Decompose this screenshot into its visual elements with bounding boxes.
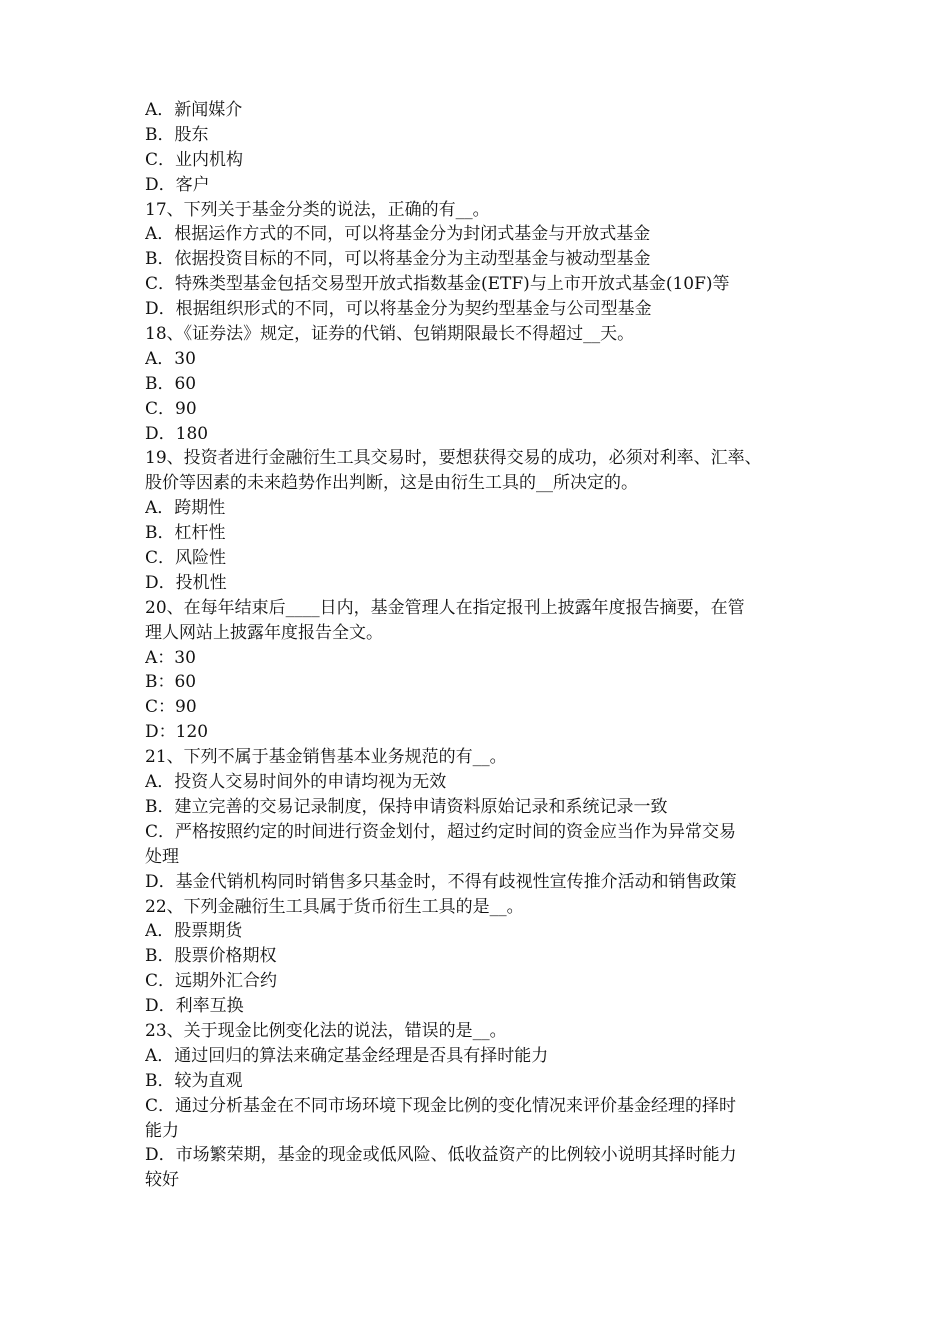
option-line: C：90 bbox=[145, 697, 197, 718]
question-23: 23、关于现金比例变化法的说法，错误的是__。 bbox=[145, 1020, 507, 1041]
option-line: D．180 bbox=[145, 423, 209, 444]
option-line-cont: 能力 bbox=[145, 1120, 179, 1141]
option-line: A．股票期货 bbox=[145, 921, 243, 942]
option-line-cont: 较好 bbox=[145, 1170, 179, 1191]
option-line: B．股票价格期权 bbox=[145, 946, 277, 967]
option-line: C．业内机构 bbox=[145, 149, 244, 170]
option-line: D．利率互换 bbox=[145, 996, 244, 1017]
option-line: A．新闻媒介 bbox=[145, 100, 243, 120]
option-line: A．投资人交易时间外的申请均视为无效 bbox=[145, 772, 447, 793]
question-20: 20、在每年结束后____日内，基金管理人在指定报刊上披露年度报告摘要，在管 bbox=[145, 597, 745, 618]
option-line: D．根据组织形式的不同，可以将基金分为契约型基金与公司型基金 bbox=[145, 299, 652, 320]
option-line: B．依据投资目标的不同，可以将基金分为主动型基金与被动型基金 bbox=[145, 249, 651, 270]
question-17: 17、下列关于基金分类的说法，正确的有__。 bbox=[145, 199, 490, 220]
option-line: C．特殊类型基金包括交易型开放式指数基金(ETF)与上市开放式基金(10F)等 bbox=[145, 274, 730, 295]
option-line: A．通过回归的算法来确定基金经理是否具有择时能力 bbox=[145, 1045, 549, 1066]
option-line: D．客户 bbox=[145, 174, 210, 195]
option-line: D．市场繁荣期，基金的现金或低风险、低收益资产的比例较小说明其择时能力 bbox=[145, 1145, 737, 1166]
option-line: B．股东 bbox=[145, 124, 209, 145]
option-line-cont: 处理 bbox=[145, 846, 179, 867]
option-line: A．根据运作方式的不同，可以将基金分为封闭式基金与开放式基金 bbox=[145, 224, 651, 245]
question-19-cont: 股价等因素的未来趋势作出判断，这是由衍生工具的__所决定的。 bbox=[145, 473, 638, 494]
option-line: D：120 bbox=[145, 722, 209, 743]
question-21: 21、下列不属于基金销售基本业务规范的有__。 bbox=[145, 747, 507, 768]
option-line: C．远期外汇合约 bbox=[145, 971, 278, 992]
question-18: 18、《证券法》规定，证券的代销、包销期限最长不得超过__天。 bbox=[145, 324, 635, 345]
option-line: B．建立完善的交易记录制度，保持申请资料原始记录和系统记录一致 bbox=[145, 796, 668, 817]
document-body bbox=[145, 98, 817, 1193]
option-line: C．风险性 bbox=[145, 548, 227, 569]
option-line: B．杠杆性 bbox=[145, 523, 226, 544]
option-line: D．基金代销机构同时销售多只基金时，不得有歧视性宣传推介活动和销售政策 bbox=[145, 871, 737, 892]
option-line: A．跨期性 bbox=[145, 498, 226, 519]
question-22: 22、下列金融衍生工具属于货币衍生工具的是__。 bbox=[145, 896, 524, 917]
option-line: A：30 bbox=[145, 647, 196, 668]
option-line: B．较为直观 bbox=[145, 1070, 243, 1091]
question-20-cont: 理人网站上披露年度报告全文。 bbox=[145, 622, 383, 643]
option-line: C．90 bbox=[145, 398, 197, 419]
question-19: 19、投资者进行金融衍生工具交易时，要想获得交易的成功，必须对利率、汇率、 bbox=[145, 448, 762, 469]
option-line: B．60 bbox=[145, 373, 197, 394]
option-line: C．严格按照约定的时间进行资金划付，超过约定时间的资金应当作为异常交易 bbox=[145, 821, 737, 842]
option-line: C．通过分析基金在不同市场环境下现金比例的变化情况来评价基金经理的择时 bbox=[145, 1095, 737, 1116]
option-line: D．投机性 bbox=[145, 572, 227, 593]
option-line: B：60 bbox=[145, 672, 197, 693]
option-line: A．30 bbox=[145, 348, 196, 369]
